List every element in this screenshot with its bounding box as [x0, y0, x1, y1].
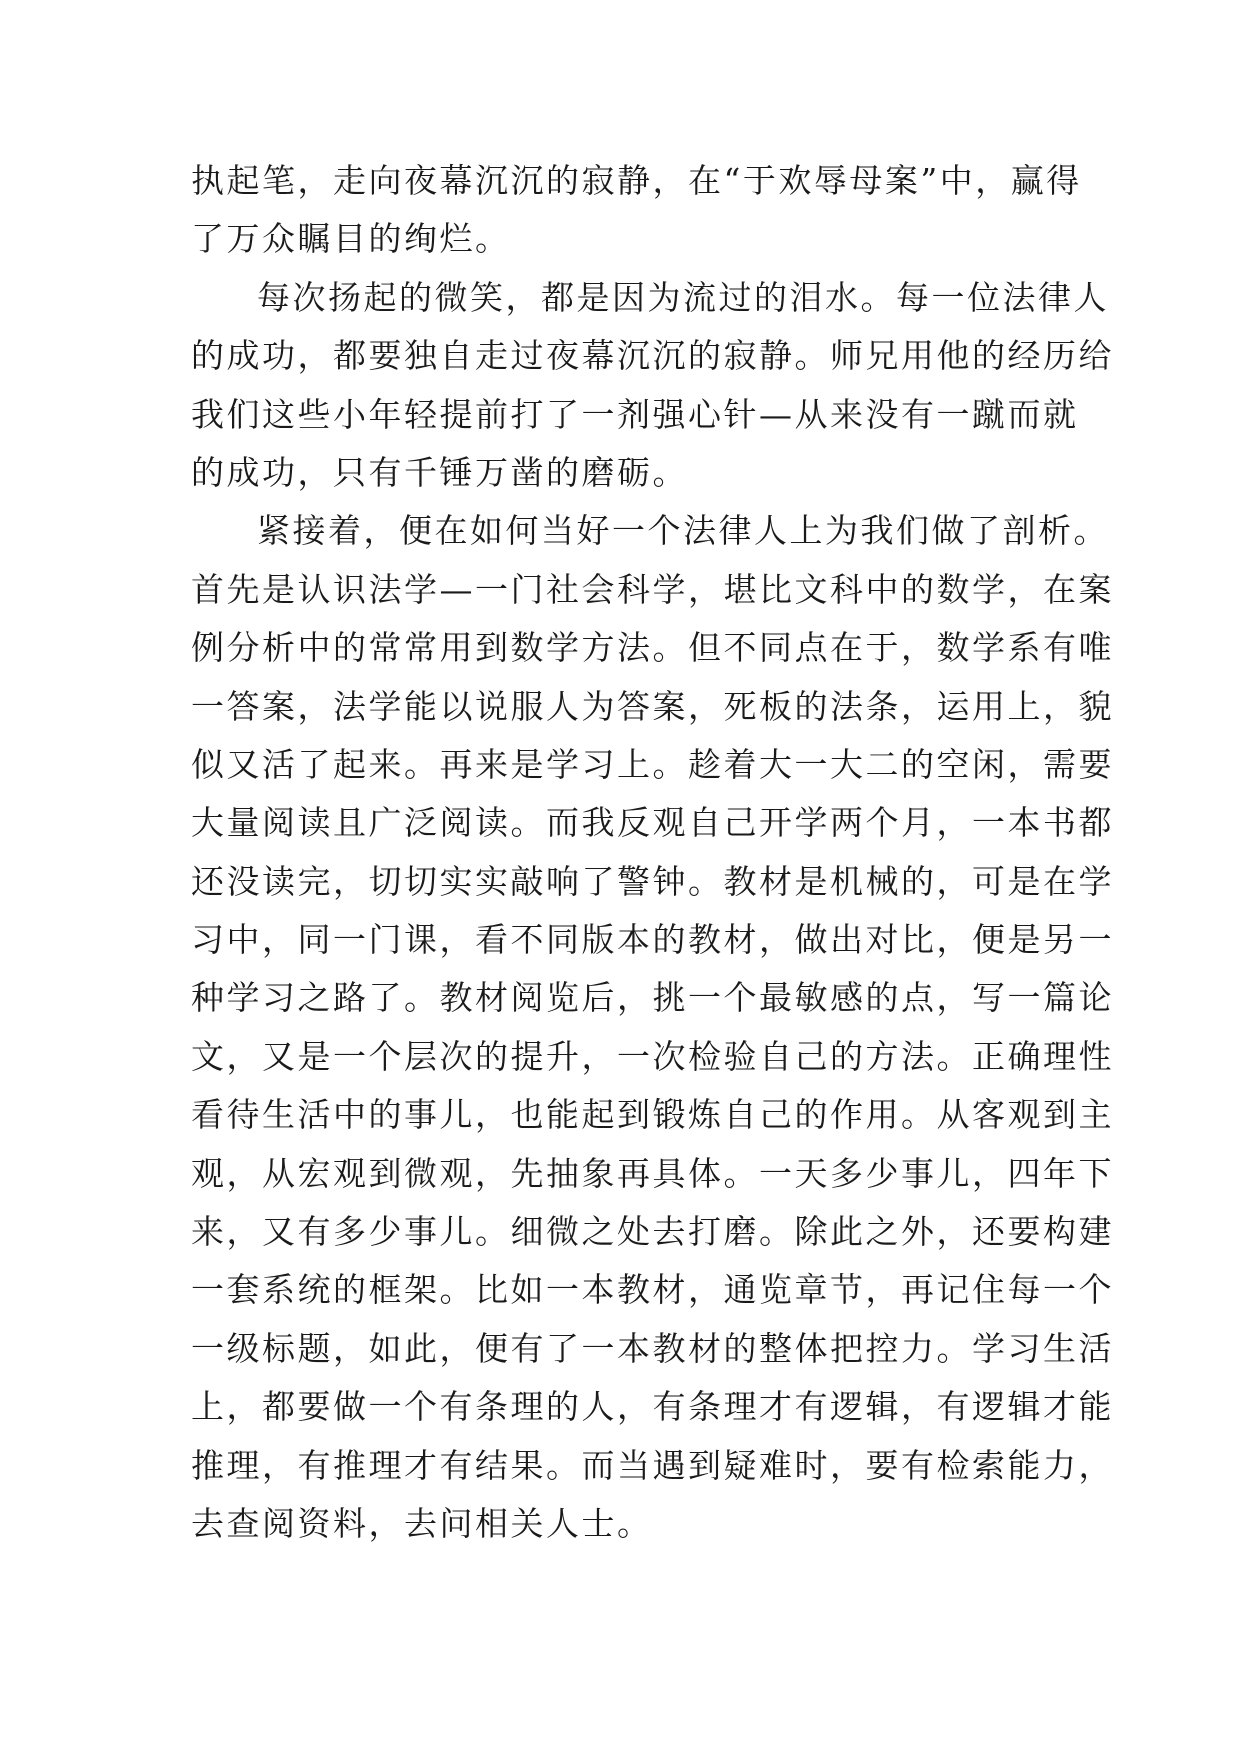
- text-line: 的成功，只有千锤万凿的磨砺。: [191, 452, 688, 492]
- document-body: [191, 152, 1114, 1553]
- text-line: 文，又是一个层次的提升，一次检验自己的方法。正确理性: [191, 1036, 1114, 1076]
- paragraph: [191, 152, 1082, 269]
- text-line: 例分析中的常常用到数学方法。但不同点在于，数学系有唯: [191, 628, 1114, 668]
- text-line: 还没读完，切切实实敲响了警钟。教材是机械的，可是在学: [191, 861, 1114, 901]
- text-line: 习中，同一门课，看不同版本的教材，做出对比，便是另一: [191, 920, 1114, 960]
- text-line: 来，又有多少事儿。细微之处去打磨。除此之外，还要构建: [191, 1212, 1114, 1252]
- text-line: 的成功，都要独自走过夜幕沉沉的寂静。师兄用他的经历给: [191, 336, 1114, 376]
- text-line: 首先是认识法学—一门社会科学，堪比文科中的数学，在案: [191, 569, 1114, 609]
- text-line: 上，都要做一个有条理的人，有条理才有逻辑，有逻辑才能: [191, 1387, 1114, 1427]
- paragraph: [191, 269, 1114, 503]
- paragraph: [191, 502, 1114, 1553]
- text-line: 紧接着，便在如何当好一个法律人上为我们做了剖析。: [257, 511, 1109, 551]
- text-line: 推理，有推理才有结果。而当遇到疑难时，要有检索能力，: [191, 1445, 1114, 1485]
- text-line: 种学习之路了。教材阅览后，挑一个最敏感的点，写一篇论: [191, 978, 1114, 1018]
- text-line: 大量阅读且广泛阅读。而我反观自己开学两个月，一本书都: [191, 803, 1114, 843]
- text-line: 去查阅资料，去问相关人士。: [191, 1503, 653, 1543]
- text-line: 一级标题，如此，便有了一本教材的整体把控力。学习生活: [191, 1328, 1114, 1368]
- text-line: 执起笔，走向夜幕沉沉的寂静，在“于欢辱母案”中，赢得: [191, 161, 1082, 200]
- text-line: 我们这些小年轻提前打了一剂强心针—从来没有一蹴而就: [191, 394, 1079, 434]
- text-line: 似又活了起来。再来是学习上。趁着大一大二的空闲，需要: [191, 744, 1114, 784]
- text-line: 一答案，法学能以说服人为答案，死板的法条，运用上，貌: [191, 686, 1114, 726]
- text-line: 了万众瞩目的绚烂。: [191, 219, 511, 259]
- text-line: 每次扬起的微笑，都是因为流过的泪水。每一位法律人: [257, 277, 1109, 317]
- text-line: 观，从宏观到微观，先抽象再具体。一天多少事儿，四年下: [191, 1153, 1114, 1193]
- text-line: 看待生活中的事儿，也能起到锻炼自己的作用。从客观到主: [191, 1095, 1114, 1135]
- text-line: 一套系统的框架。比如一本教材，通览章节，再记住每一个: [191, 1270, 1114, 1310]
